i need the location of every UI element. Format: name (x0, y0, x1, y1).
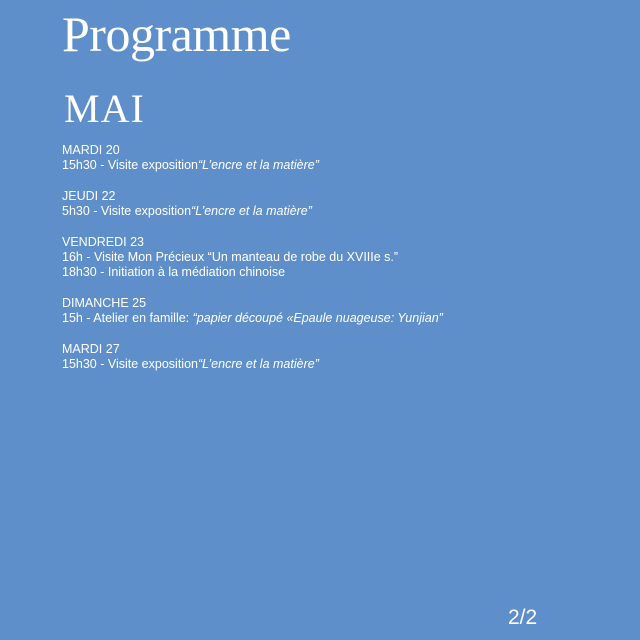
event-item (62, 189, 622, 219)
event-title: “L’encre et la matière” (197, 158, 319, 172)
page-title: Programme (62, 6, 291, 62)
event-item (62, 342, 622, 372)
event-line (62, 250, 622, 265)
event-day: DIMANCHE 25 (62, 296, 147, 310)
event-line (62, 158, 622, 173)
event-text: 18h30 - Initiation à la médiation chinoise (62, 265, 286, 279)
event-line (62, 204, 622, 219)
event-item (62, 296, 622, 326)
event-day: JEUDI 22 (62, 189, 116, 203)
event-line (62, 357, 622, 372)
event-text: 16h - Visite Mon Précieux “Un manteau de robe du XVIIIe s.” (62, 250, 399, 264)
event-text: 15h30 - Visite exposition (62, 158, 198, 172)
event-title: “L’encre et la matière” (191, 204, 312, 218)
event-title: “L’encre et la matière” (197, 357, 319, 371)
event-text: 15h - Atelier en famille: (62, 311, 193, 325)
event-day: VENDREDI 23 (62, 235, 144, 249)
event-text: 15h30 - Visite exposition (62, 357, 198, 371)
month-heading: MAI (64, 86, 145, 131)
event-item (62, 143, 622, 173)
event-day: MARDI 27 (62, 342, 120, 356)
event-line (62, 265, 622, 280)
page-indicator: 2/2 (508, 606, 538, 629)
event-day: MARDI 20 (62, 143, 120, 157)
event-line (62, 311, 622, 326)
event-title: “papier découpé «Epaule nuageuse: Yunjian” (192, 311, 443, 325)
event-text: 5h30 - Visite exposition (62, 204, 192, 218)
event-item (62, 235, 622, 280)
event-list (62, 143, 622, 388)
